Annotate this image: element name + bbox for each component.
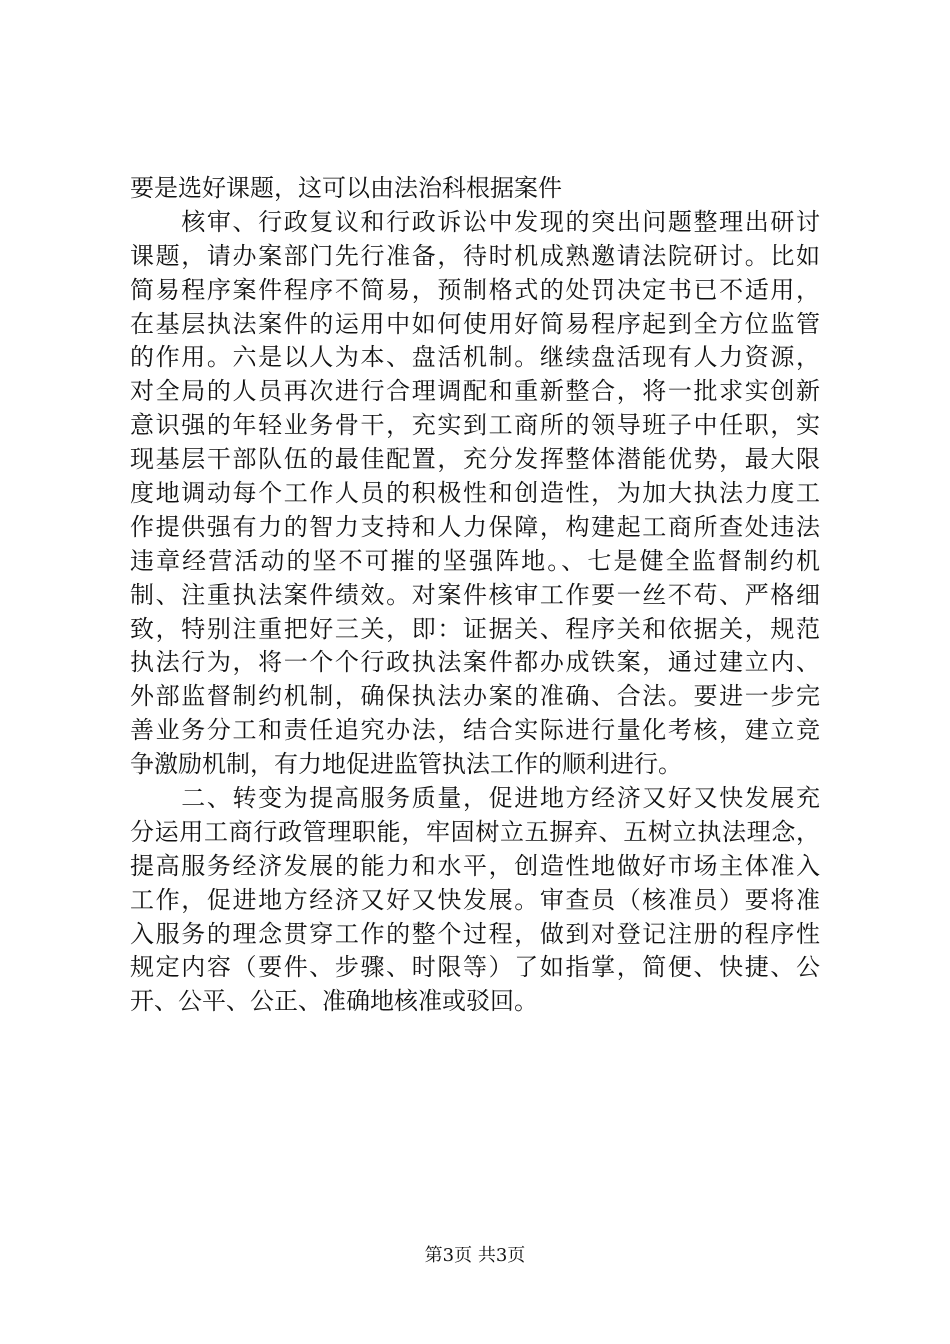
text-line: 执法行为，将一个个行政执法案件都办成铁案，通过建立内、 [130,648,820,677]
document-body [130,172,820,1019]
text-line: 分运用工商行政管理职能，牢固树立五摒弃、五树立执法理念， [130,817,820,846]
text-line: 入服务的理念贯穿工作的整个过程，做到对登记注册的程序性 [130,919,820,948]
text-line: 制、注重执法案件绩效。对案件核审工作要一丝不苟、严格细 [130,580,820,609]
text-line: 现基层干部队伍的最佳配置，充分发挥整体潜能优势，最大限 [130,445,820,474]
text-line: 作提供强有力的智力支持和人力保障，构建起工商所查处违法 [130,512,820,541]
text-line: 提高服务经济发展的能力和水平，创造性地做好市场主体准入 [130,851,820,880]
page-footer: 第3页 共3页 [424,1245,526,1266]
text-line: 要是选好课题，这可以由法治科根据案件 [130,174,562,202]
text-line: 争激励机制，有力地促进监管执法工作的顺利进行。 [130,750,682,779]
text-line: 二、转变为提高服务质量，促进地方经济又好又快发展充 [130,784,820,813]
text-line: 外部监督制约机制，确保执法办案的准确、合法。要进一步完 [130,682,820,711]
text-line: 在基层执法案件的运用中如何使用好简易程序起到全方位监管 [130,309,820,338]
text-line: 开、公平、公正、准确地核准或驳回。 [130,987,538,1016]
text-line: 的作用。六是以人为本、盘活机制。继续盘活现有人力资源， [130,343,820,372]
text-line: 核审、行政复议和行政诉讼中发现的突出问题整理出研讨 [130,207,820,236]
text-line: 善业务分工和责任追究办法，结合实际进行量化考核，建立竞 [130,716,820,745]
text-line: 度地调动每个工作人员的积极性和创造性，为加大执法力度工 [130,479,820,508]
text-line: 课题，请办案部门先行准备，待时机成熟邀请法院研讨。比如 [130,241,820,270]
text-line: 致，特别注重把好三关，即：证据关、程序关和依据关，规范 [130,614,820,643]
text-line: 简易程序案件程序不简易，预制格式的处罚决定书已不适用， [130,275,820,304]
text-line: 工作，促进地方经济又好又快发展。审查员（核准员）要将准 [130,885,820,914]
text-line: 规定内容（要件、步骤、时限等）了如指掌，简便、快捷、公 [130,953,820,982]
text-line: 意识强的年轻业务骨干，充实到工商所的领导班子中任职，实 [130,411,820,440]
text-line: 违章经营活动的坚不可摧的坚强阵地。、七是健全监督制约机 [130,546,820,575]
text-line: 对全局的人员再次进行合理调配和重新整合，将一批求实创新 [130,377,820,406]
